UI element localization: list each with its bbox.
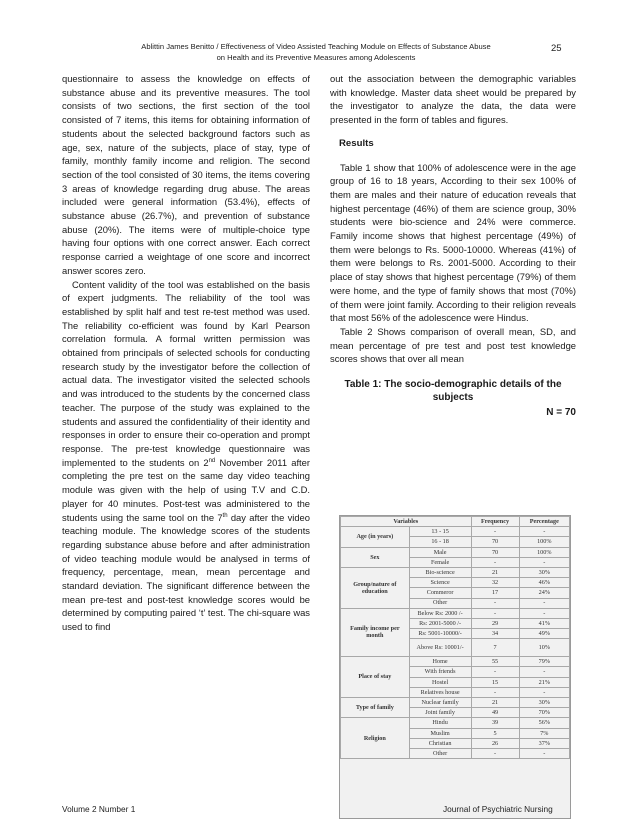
table-row: [341, 718, 570, 728]
header-percentage: Percentage: [519, 517, 569, 527]
group-label: Sex: [341, 547, 410, 567]
cell: 70: [471, 537, 519, 547]
table-header-row: [341, 517, 570, 527]
cell: 100%: [519, 547, 569, 557]
cell: 32: [471, 578, 519, 588]
cell: 70: [471, 547, 519, 557]
table-row: [341, 547, 570, 557]
cell: 30%: [519, 698, 569, 708]
cell: -: [519, 598, 569, 608]
cell: 21: [471, 698, 519, 708]
cell: 34: [471, 629, 519, 639]
cell: 46%: [519, 578, 569, 588]
text-segment: day after the video teaching module. The knowledge scores of the students regarding substance abuse before and after administration of video teaching module would be analysed in terms of frequency, percentage, mean, mean percentage and standard deviation. The significant difference between the mean pre-test and post-test knowledge scores would be determined by computing paired ‘t’ test. The chi-square was used to find: [62, 511, 310, 633]
footer-volume: Volume 2 Number 1: [62, 804, 136, 814]
cell: Christian: [409, 738, 471, 748]
group-label: Group/nature of education: [341, 567, 410, 608]
cell: Science: [409, 578, 471, 588]
running-header: [90, 41, 542, 63]
cell: With friends: [409, 667, 471, 677]
cell: -: [519, 608, 569, 618]
paragraph-table2-summary: Table 2 Shows comparison of overall mean, SD, and mean percentage of pre test and post test knowledge scores shows that over all mean: [330, 325, 576, 365]
cell: 100%: [519, 537, 569, 547]
cell: -: [471, 598, 519, 608]
group-label: Type of family: [341, 698, 410, 718]
cell: -: [471, 608, 519, 618]
right-column: [330, 72, 576, 420]
page-number: 25: [551, 43, 562, 54]
text-segment: November 2011 after completing the pre test on the same day video teaching module was given with the help of using T.V and C.D. player for 40 minutes. Post-test was administered to the students using the same tool on the 7: [62, 456, 310, 523]
cell: 24%: [519, 588, 569, 598]
group-label: Place of stay: [341, 657, 410, 698]
cell: Below Rs: 2000 /-: [409, 608, 471, 618]
header-frequency: Frequency: [471, 517, 519, 527]
cell: Other: [409, 748, 471, 758]
cell: 26: [471, 738, 519, 748]
cell: -: [471, 667, 519, 677]
superscript: nd: [208, 457, 216, 464]
cell: Male: [409, 547, 471, 557]
cell: 10%: [519, 639, 569, 657]
cell: 16 - 18: [409, 537, 471, 547]
cell: 21%: [519, 677, 569, 687]
cell: Rs: 2001-5000 /-: [409, 618, 471, 628]
group-label: Religion: [341, 718, 410, 759]
cell: 79%: [519, 657, 569, 667]
cell: Muslim: [409, 728, 471, 738]
sample-size-label: N = 70: [546, 407, 576, 419]
cell: 70%: [519, 708, 569, 718]
footer-journal: Journal of Psychiatric Nursing: [443, 804, 553, 814]
demographic-table: [340, 516, 570, 759]
cell: 37%: [519, 738, 569, 748]
cell: Rs: 5001-10000/-: [409, 629, 471, 639]
paragraph-analysis: out the association between the demographic variables with knowledge. Master data sheet would be prepared by the investigator to analyze the data, the data were presented in the form of tables and figures.: [330, 73, 576, 126]
cell: 15: [471, 677, 519, 687]
text-segment: Content validity of the tool was established on the basis of expert judgments. The reliability of the tool was established by split half and test re-test method was used. The reliability co-efficient was found by Karl Pearson correlation formula. A formal written permission was obtained from principals of selected schools for conducting research study by the investigator before the collection of actual data. The investigator visited the selected schools and was introduced to the students by the concerned class teacher. The purpose of the study was explained to the students and assured the confidentiality of their identity and responses in order to ensure their co-operation and prompt response. The pre-test knowledge questionnaire was implemented to the students on 2: [62, 278, 310, 468]
cell: 30%: [519, 567, 569, 577]
cell: Female: [409, 557, 471, 567]
results-heading: Results: [339, 137, 374, 149]
cell: 49: [471, 708, 519, 718]
demographic-table-image: [339, 515, 571, 819]
cell: Home: [409, 657, 471, 667]
cell: -: [519, 557, 569, 567]
cell: Commeror: [409, 588, 471, 598]
cell: Other: [409, 598, 471, 608]
table-row: [341, 527, 570, 537]
cell: 56%: [519, 718, 569, 728]
cell: 39: [471, 718, 519, 728]
table-row: [341, 567, 570, 577]
table-row: [341, 608, 570, 618]
header-line-1: Ablittin James Benitto / Effectiveness of Video Assisted Teaching Module on Effects of Substance Abuse: [141, 42, 491, 51]
left-column: [62, 72, 310, 634]
cell: 55: [471, 657, 519, 667]
cell: -: [471, 527, 519, 537]
cell: 29: [471, 618, 519, 628]
cell: 5: [471, 728, 519, 738]
table-row: [341, 657, 570, 667]
cell: 21: [471, 567, 519, 577]
group-label: Family income per month: [341, 608, 410, 657]
paragraph-tool-description: questionnaire to assess the knowledge on effects of substance abuse and its preventive measures. The tool consists of two sections, the first section of the tool consisted of 7 items, this items for obtaining information of students about the selected background factors such as age, sex, nature of the subjects, place of stay, type of family, monthly family income and religion. The second section of the tool consisted of 30 items, the items covering 3 areas of knowledge regarding drug abuse. The areas included were general information (53.4%), effects of substance abuse (26.7%), and prevention of substance abuse (20%). The items were of multiple-choice type having four options with one correct answer. Each correct response carried a weightage of one score and incorrect answer scores zero.: [62, 73, 310, 276]
paragraph-table1-summary: Table 1 show that 100% of adolescence were in the age group of 16 to 18 years, According to their sex 100% of them are males and their nature of education reveals that highest percentage (46%) of them are science group, 30% students were bio-science and 24% were commerce. Family income shows that highest percentage (49%) of them were belongs to Rs. 5000-10000. Whereas (41%) of them were belongs to Rs. 2001-5000. According to their place of stay shows that highest percentage (79%) of them were home, and the type of family shows that most (70%) of them were joint family. According to their religion reveals that most 56% of the adolescence were Hindus.: [330, 161, 576, 324]
cell: Relatives house: [409, 687, 471, 697]
cell: -: [471, 557, 519, 567]
cell: -: [519, 667, 569, 677]
table-caption: Table 1: The socio-demographic details of the subjects: [344, 379, 562, 404]
cell: 7: [471, 639, 519, 657]
cell: Bio-science: [409, 567, 471, 577]
cell: 49%: [519, 629, 569, 639]
cell: Nuclear family: [409, 698, 471, 708]
cell: -: [471, 687, 519, 697]
cell: 13 - 15: [409, 527, 471, 537]
paragraph-validity-procedure: [62, 278, 310, 634]
cell: 7%: [519, 728, 569, 738]
header-line-2: on Health and its Preventive Measures among Adolescents: [216, 53, 416, 62]
cell: -: [519, 527, 569, 537]
superscript: th: [222, 512, 228, 519]
group-label: Age (in years): [341, 527, 410, 547]
cell: -: [519, 687, 569, 697]
cell: -: [519, 748, 569, 758]
cell: 41%: [519, 618, 569, 628]
cell: Hindu: [409, 718, 471, 728]
cell: 17: [471, 588, 519, 598]
table-row: [341, 698, 570, 708]
cell: Above Rs: 10001/-: [409, 639, 471, 657]
cell: -: [471, 748, 519, 758]
cell: Hostel: [409, 677, 471, 687]
header-variables: Variables: [341, 517, 472, 527]
cell: Joint family: [409, 708, 471, 718]
